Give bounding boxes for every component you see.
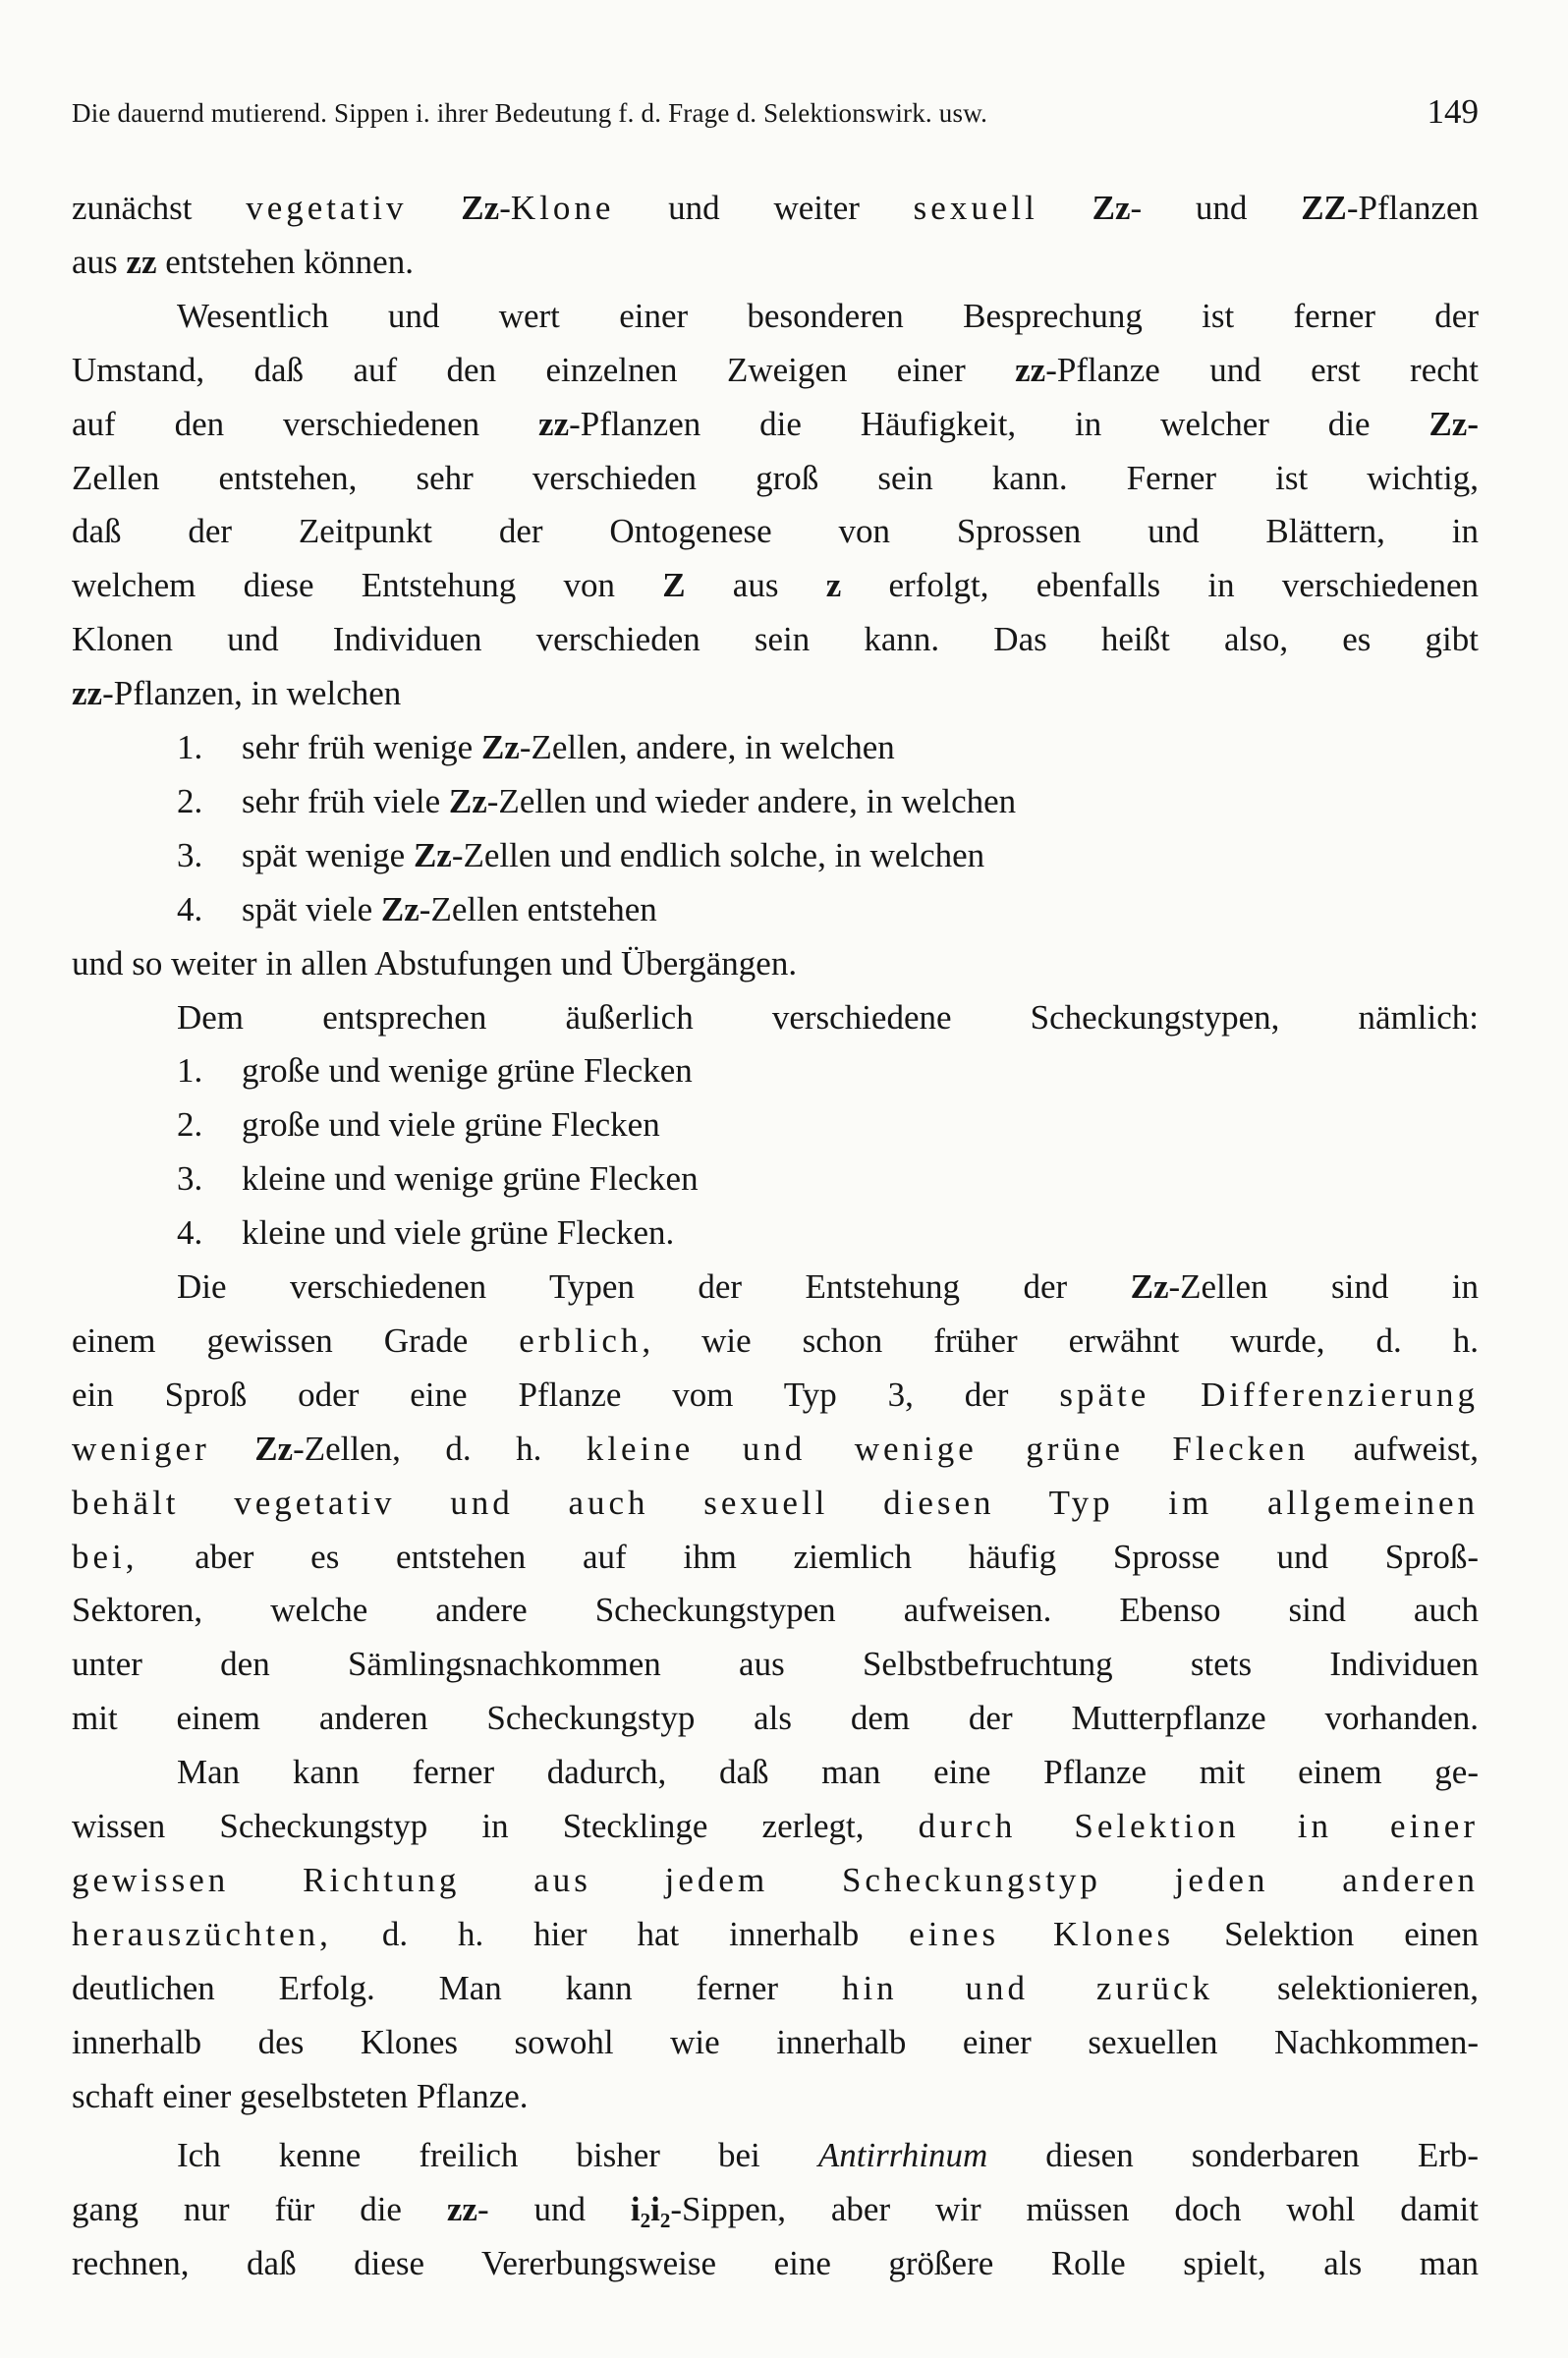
text-run: erfolgt, ebenfalls in verschiedenen [841,566,1479,605]
text-line [72,1913,1479,1956]
text-run: daß der Zeitpunkt der Ontogenese von Sprossen und Blättern, in [72,512,1479,551]
text-run: - und [1130,189,1302,227]
bold-text: Zz [1130,1267,1169,1306]
text-line [72,1536,1479,1579]
text-run: Wesentlich und wert einer besonderen Besprechung ist ferner der [177,296,1479,335]
text-run [408,189,462,227]
bold-text: zz [538,404,570,443]
text-run: Dem entsprechen äußerlich verschiedene Scheckungstypen, nämlich: [177,997,1479,1037]
text-line [72,1967,1479,2010]
bold-text: zz [1015,350,1046,389]
text-run: -Pflanzen die Häufigkeit, in welcher die [569,404,1429,443]
text-run: -Pflanze und erst recht [1045,350,1479,389]
spaced-text: Differenzierung [1201,1375,1480,1414]
spaced-text: herauszüchten, [72,1914,332,1953]
text-line [177,996,1479,1039]
text-run: Man kann ferner dadurch, daß man eine Pflanze mit einem ge- [177,1753,1479,1792]
spaced-text: kleine und wenige grüne Flecken [586,1429,1310,1468]
bold-text: Zz [1092,189,1131,227]
text-run: Zellen entstehen, sehr verschieden groß sein kann. Ferner ist wichtig, [72,458,1479,497]
text-run: -Pflanzen [1346,189,1480,227]
text-run: Sektoren, welche andere Scheckungstypen aufweisen. Ebenso sind auch [72,1591,1479,1630]
list-number: 2. [177,1105,203,1145]
text-run: Klonen und Individuen verschieden sein kann. Das heißt also, es gibt [72,620,1479,659]
text-run: sehr früh wenige [242,728,481,766]
text-line [72,1859,1479,1902]
text-run: große und wenige grüne Flecken [242,1051,693,1091]
text-run: spät viele [242,889,381,928]
text-line [72,457,1479,500]
bold-text: Zz [480,728,520,766]
text-run: welchem diese Entstehung von [72,566,663,605]
text-line [72,942,1479,985]
list-item [177,1211,1479,1255]
text-run: -Zellen, andere, in welchen [519,728,895,766]
text-run: kleine und wenige grüne Flecken [242,1159,699,1199]
text-run: auf den verschiedenen [72,404,539,443]
spaced-text: weniger [72,1429,210,1468]
text-run: wissen Scheckungstyp in Stecklinge zerlegt, [72,1807,919,1845]
text-line [72,672,1479,715]
text-run [1038,189,1092,227]
text-line [72,1589,1479,1632]
text-line [72,1482,1479,1525]
bold-text: i₂i₂ [630,2190,671,2229]
list-item [177,726,1479,769]
text-run: Umstand, daß auf den einzelnen Zweigen einer [72,350,1016,389]
text-line [72,241,1479,284]
list-item [177,888,1479,931]
text-run: , wie schon früher erwähnt wurde, d. h. [642,1320,1479,1360]
spaced-text: Klone [510,189,615,227]
text-run: ein Sproß oder eine Pflanze vom Typ 3, der [72,1375,1060,1414]
text-line [72,2075,1479,2118]
list-item [177,1157,1479,1201]
text-line [72,1697,1479,1740]
text-run: schaft einer geselbsteten Pflanze. [72,2076,529,2115]
text-run: spät wenige [242,835,414,874]
list-number: 4. [177,1213,203,1253]
list-number: 1. [177,1051,203,1091]
text-run: gang nur für die [72,2190,447,2229]
text-line [177,2134,1479,2177]
bold-text: Zz [380,889,420,928]
text-run: aus [685,566,826,605]
spaced-text: behält vegetativ und auch sexuell diesen Typ im allgemeinen [72,1483,1479,1522]
text-run [210,1430,254,1468]
running-title: Die dauernd mutierend. Sippen i. ihrer Bedeutung f. d. Frage d. Selektionswirk. usw. [72,98,988,128]
text-run: entstehen können. [156,242,414,281]
text-line [72,1643,1479,1686]
bold-text: zz [126,242,157,281]
text-run: selektionieren, [1213,1968,1480,2007]
list-number: 2. [177,781,203,820]
text-run: zunächst [72,189,247,227]
text-run: unter den Sämlingsnachkommen aus Selbstbefruchtung stets Individuen [72,1645,1479,1684]
text-line [177,1751,1479,1794]
text-run: -Zellen und endlich solche, in welchen [451,835,985,874]
spaced-text: erblich [519,1320,643,1360]
text-line [177,1265,1479,1309]
list-number: 3. [177,1159,203,1199]
text-run: -Zellen, d. h. [293,1429,587,1468]
text-run: kleine und viele grüne Flecken. [242,1213,675,1253]
italic-text: Antirrhinum [817,2136,988,2175]
spaced-text: durch Selektion in einer [918,1807,1479,1845]
spaced-text: sexuell [913,189,1038,227]
text-run: aber es entstehen auf ihm ziemlich häufig Sprosse und Sproß- [138,1537,1479,1576]
text-line [72,349,1479,392]
list-number: 1. [177,728,203,766]
text-run: Die verschiedenen Typen der Entstehung der [177,1267,1131,1306]
text-line [72,510,1479,553]
text-run: und weiter [614,189,914,227]
list-item [177,1103,1479,1147]
text-run: Selektion einen [1174,1914,1479,1953]
text-run: aus [72,242,127,281]
text-run: rechnen, daß diese Vererbungsweise eine größere Rolle spielt, als man [72,2244,1479,2283]
text-line [72,2242,1479,2285]
text-line [72,187,1479,230]
spaced-text: bei, [72,1537,139,1576]
text-run: innerhalb des Klones sowohl wie innerhalb einer sexuellen Nachkommen- [72,2022,1479,2061]
spaced-text: gewissen Richtung aus jedem Scheckungstyp jeden anderen [72,1860,1479,1899]
bold-text: zz [72,674,103,713]
bold-text: Zz [461,189,500,227]
text-run: Ich kenne freilich bisher bei [177,2136,818,2175]
bold-text: Zz- [1428,404,1479,443]
text-line [72,1428,1479,1471]
running-header [72,94,1479,134]
bold-text: Zz [413,835,452,874]
bold-text: Zz [448,781,487,820]
text-run: -Sippen, aber wir müssen doch wohl damit [670,2190,1479,2229]
bold-text: Zz [254,1429,294,1468]
text-line [72,403,1479,446]
text-line [72,1319,1479,1363]
bold-text: ZZ [1301,189,1347,227]
bold-text: zz [446,2190,477,2229]
spaced-text: eines Klones [909,1914,1175,1953]
text-run: deutlichen Erfolg. Man kann ferner [72,1968,842,2007]
text-line [177,295,1479,338]
list-item [177,780,1479,823]
text-line [72,1374,1479,1417]
page-number: 149 [1427,92,1479,131]
text-run: mit einem anderen Scheckungstyp als dem der Mutterpflanze vorhanden. [72,1699,1479,1738]
text-run [1149,1376,1201,1414]
text-run: -Zellen und wieder andere, in welchen [486,781,1017,820]
text-run: große und viele grüne Flecken [242,1105,660,1145]
text-run: - und [476,2190,631,2229]
text-run: -Pflanzen, in welchen [102,674,402,713]
bold-text: z [825,566,842,605]
text-line [72,564,1479,607]
list-item [177,1049,1479,1093]
text-line [72,2188,1479,2231]
text-run: -Zellen sind in [1168,1267,1479,1306]
list-item [177,834,1479,877]
spaced-text: vegetativ [246,189,408,227]
text-run: - [499,189,511,227]
spaced-text: späte [1059,1375,1150,1414]
text-run: diesen sonderbaren Erb- [987,2136,1480,2175]
text-run: aufweist, [1309,1429,1479,1468]
spaced-text: hin und zurück [841,1968,1214,2007]
text-run: d. h. hier hat innerhalb [331,1914,910,1953]
text-run: -Zellen entstehen [419,889,657,928]
text-line [72,618,1479,661]
list-number: 4. [177,889,203,928]
text-run: sehr früh viele [242,781,449,820]
text-line [72,1805,1479,1848]
text-run: und so weiter in allen Abstufungen und Übergängen. [72,943,798,982]
text-run: einem gewissen Grade [72,1320,520,1360]
bold-text: Z [662,566,686,605]
list-number: 3. [177,835,203,874]
text-line [72,2021,1479,2064]
